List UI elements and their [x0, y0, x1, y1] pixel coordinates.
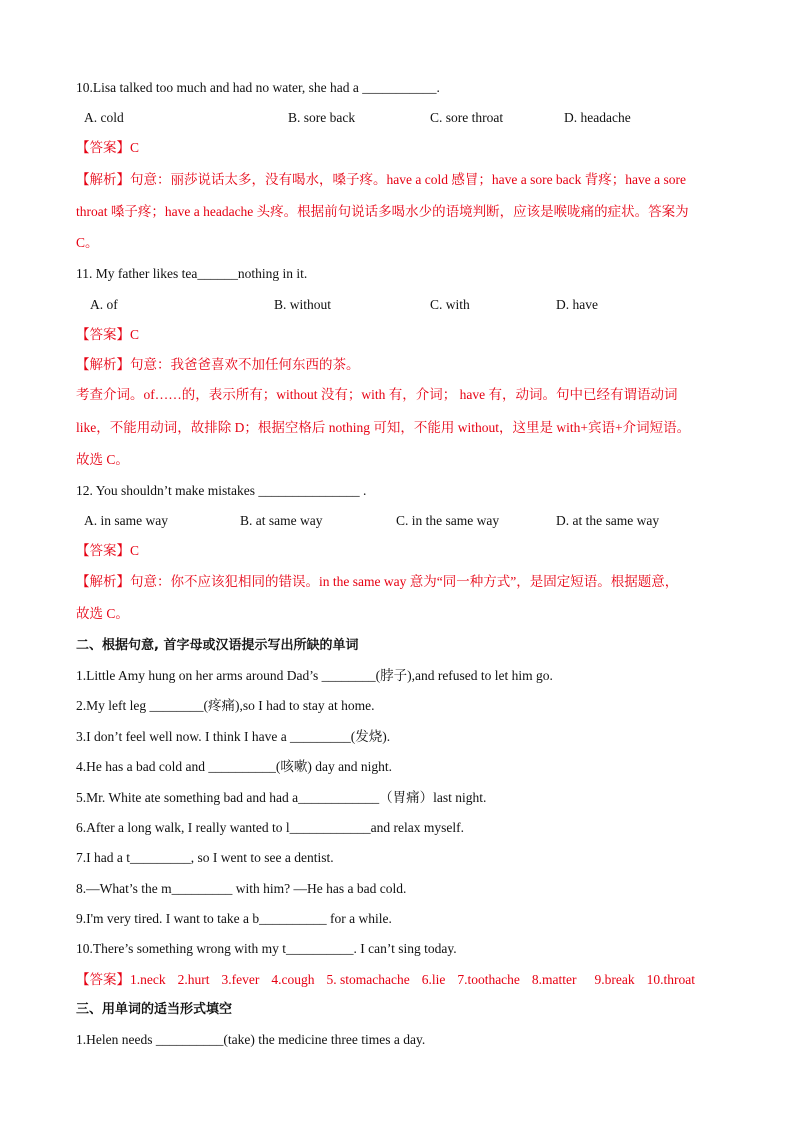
q12-option-a: A. in same way: [84, 513, 168, 528]
q11-answer: 【答案】C: [76, 327, 140, 342]
q11-analysis-line: 考查介词。of……的，表示所有；without 没有；with 有，介词； have 有，动词。句中已经有谓语动词: [76, 387, 678, 402]
question-12-stem: 12. You shouldn’t make mistakes _______________ .: [76, 483, 367, 498]
q10-analysis-line: C。: [76, 235, 99, 250]
section-2-item: 5.Mr. White ate something bad and had a____________（胃痛）last night.: [76, 790, 487, 805]
section-2-item: 2.My left leg ________(疼痛),so I had to stay at home.: [76, 698, 375, 713]
question-11-stem: 11. My father likes tea______nothing in it.: [76, 266, 308, 281]
answer-item: 7.toothache: [457, 972, 520, 987]
q10-option-b: B. sore back: [288, 110, 356, 125]
answer-item: 8.matter: [531, 972, 577, 987]
answer-item: 4.cough: [271, 972, 315, 987]
section-2-item: 8.—What’s the m_________ with him? —He has a bad cold.: [76, 881, 407, 896]
answer-item: 9.break: [594, 972, 635, 987]
q11-option-b: B. without: [274, 297, 332, 312]
answer-item: 2.hurt: [177, 972, 210, 987]
answer-label: 【答案】: [76, 972, 130, 987]
section-2-answers: [76, 970, 695, 990]
q12-option-c: C. in the same way: [396, 513, 500, 528]
q10-analysis-line: throat 嗓子疼；have a headache 头疼。根据前句说话多喝水少的语境判断，应该是喉咙痛的症状。答案为: [76, 204, 689, 219]
answer-item: 3.fever: [221, 972, 260, 987]
q12-analysis-line: 故选 C。: [76, 606, 129, 621]
section-2-item: 10.There’s something wrong with my t__________. I can’t sing today.: [76, 941, 457, 956]
q11-analysis-line: like，不能用动词，故排除 D；根据空格后 nothing 可知，不能用 without，这里是 with+宾语+介词短语。: [76, 420, 691, 435]
q12-option-d: D. at the same way: [556, 513, 660, 528]
answer-item: 1.neck: [130, 972, 166, 987]
section-2-item: 9.I'm very tired. I want to take a b__________ for a while.: [76, 911, 392, 926]
q11-option-d: D. have: [556, 297, 598, 312]
answer-item: 6.lie: [421, 972, 446, 987]
section-3-heading: 三、用单词的适当形式填空: [76, 1002, 233, 1017]
q12-answer: 【答案】C: [76, 543, 140, 558]
q11-option-a: A. of: [90, 297, 118, 312]
question-10-stem: 10.Lisa talked too much and had no water, she had a ___________.: [76, 80, 440, 95]
answer-item: 5. stomachache: [326, 972, 410, 987]
section-2-item: 6.After a long walk, I really wanted to l____________and relax myself.: [76, 820, 465, 835]
section-2-heading: 二、根据句意, 首字母或汉语提示写出所缺的单词: [76, 638, 359, 653]
q10-option-c: C. sore throat: [430, 110, 504, 125]
section-2-item: 3.I don’t feel well now. I think I have a _________(发烧).: [76, 729, 391, 744]
q10-answer: 【答案】C: [76, 140, 140, 155]
section-2-item: 4.He has a bad cold and __________(咳嗽) day and night.: [76, 759, 393, 774]
q11-analysis-line: 【解析】句意：我爸爸喜欢不加任何东西的茶。: [76, 357, 360, 372]
answer-item: 10.throat: [646, 972, 696, 987]
q10-option-a: A. cold: [84, 110, 124, 125]
q11-analysis-line: 故选 C。: [76, 452, 129, 467]
section-3-item: 1.Helen needs __________(take) the medicine three times a day.: [76, 1032, 426, 1047]
section-2-item: 1.Little Amy hung on her arms around Dad’s ________(脖子),and refused to let him go.: [76, 668, 553, 683]
q10-analysis-line: 【解析】句意：丽莎说话太多，没有喝水，嗓子疼。have a cold 感冒；have a sore back 背疼；have a sore: [76, 172, 687, 187]
section-2-item: 7.I had a t_________, so I went to see a dentist.: [76, 850, 334, 865]
q11-option-c: C. with: [430, 297, 470, 312]
q10-option-d: D. headache: [564, 110, 631, 125]
q12-analysis-line: 【解析】句意：你不应该犯相同的错误。in the same way 意为“同一种方式”，是固定短语。根据题意，: [76, 574, 679, 589]
q12-option-b: B. at same way: [240, 513, 323, 528]
